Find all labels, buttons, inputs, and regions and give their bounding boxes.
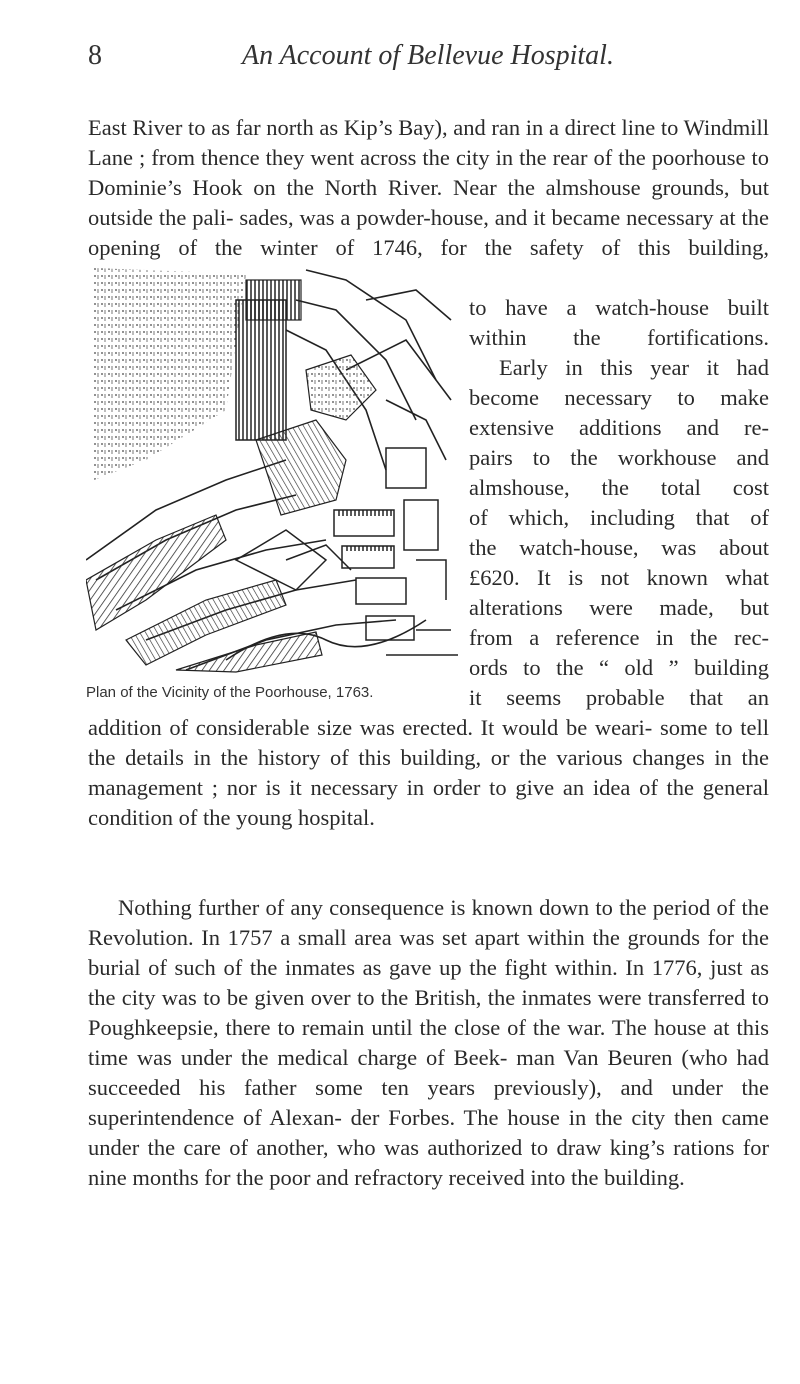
side-line: Early in this year it had [499,355,769,380]
side-line: from a reference in the rec- [469,625,769,650]
side-line: almshouse, the total cost [469,475,769,500]
poorhouse-plan-illustration [86,260,458,680]
paragraph-1: East River to as far north as Kip’s Bay), and ran in a direct line to Windmill Lane ; from thence they went across the city in the rear of the poorhouse to Dominie’s Hook on the North River. Near the almshouse grounds, but outside the pali- sades, was a powder-house, and it became necessary at the opening of the winter of 1746, for the safety of this building, [88,115,769,260]
page-header [88,40,768,80]
side-line: it seems probable that an [469,685,769,710]
side-line: extensive additions and re- [469,415,769,440]
running-title: An Account of Bellevue Hospital. [242,40,614,71]
side-line: become necessary to make [469,385,769,410]
side-line: pairs to the workhouse and [469,445,769,470]
paragraph-2: addition of considerable size was erected. It would be weari- some to tell the details in the history of this building, or the various changes in the management ; nor is it necessary in order to give an idea of the general condition of the young hospital. [88,715,769,830]
side-line: £620. It is not known what [469,565,769,590]
side-line: the watch-house, was about [469,535,769,560]
figure-caption: Plan of the Vicinity of the Poorhouse, 1763. [86,684,374,701]
side-line: to have a watch-house built [469,295,769,320]
side-line: ords to the “ old ” building [469,655,769,680]
side-line: of which, including that of [469,505,769,530]
page-number: 8 [88,40,102,71]
side-line: within the fortifications. [469,325,769,350]
paragraph-3: Nothing further of any consequence is known down to the period of the Revolution. In 1757 a small area was set apart within the grounds for the burial of such of the inmates as gave up the fight within. In 1776, just as the city was to be given over to the British, the inmates were transferred to Poughkeepsie, there to remain until the close of the war. The house at this time was under the medical charge of Beek- man Van Beuren (who had succeeded his father some ten years previously), and under the superintendence of Alexan- der Forbes. The house in the city then came under the care of another, who was authorized to draw king’s rations for nine months for the poor and refractory received into the building. [88,895,769,1190]
side-line: alterations were made, but [469,595,769,620]
